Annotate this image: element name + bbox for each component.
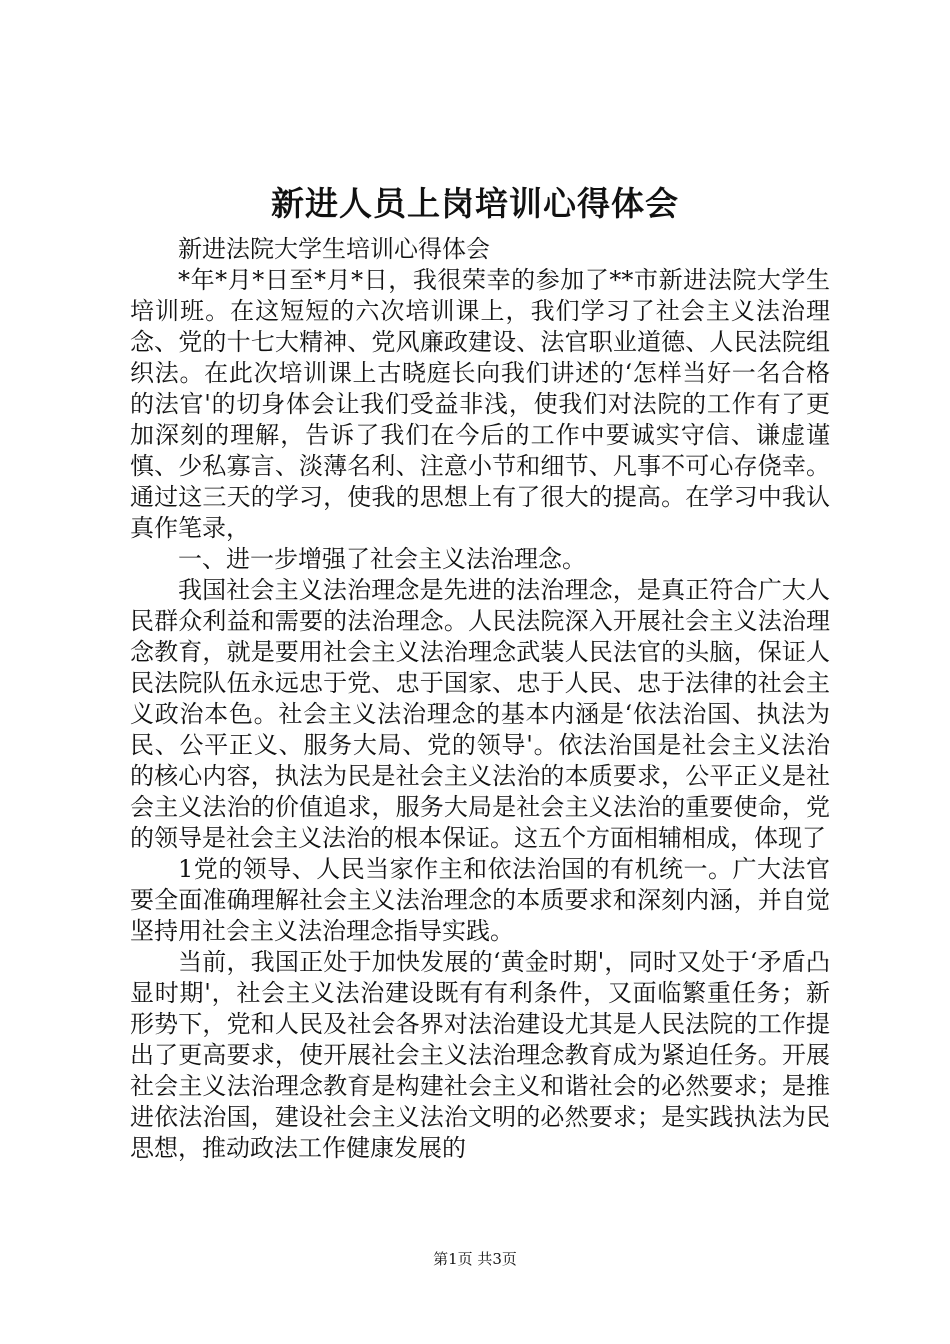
document-body <box>130 234 830 1164</box>
body-paragraph: 当前，我国正处于加快发展的‘黄金时期'，同时又处于‘矛盾凸显时期'，社会主义法治建设既有有利条件，又面临繁重任务；新形势下，党和人民及社会各界对法治建设尤其是人民法院的工作提出了更高要求，使开展社会主义法治理念教育成为紧迫任务。开展社会主义法治理念教育是构建社会主义和谐社会的必然要求；是推进依法治国，建设社会主义法治文明的必然要求；是实践执法为民思想，推动政法工作健康发展的 <box>130 948 830 1162</box>
page-indicator: 第1页 共3页 <box>433 1250 517 1268</box>
body-paragraph: 我国社会主义法治理念是先进的法治理念，是真正符合广大人民群众利益和需要的法治理念。人民法院深入开展社会主义法治理念教育，就是要用社会主义法治理念武装人民法官的头脑，保证人民法院队伍永远忠于党、忠于国家、忠于人民、忠于法律的社会主义政治本色。社会主义法治理念的基本内涵是‘依法治国、执法为民、公平正义、服务大局、党的领导'。依法治国是社会主义法治的核心内容，执法为民是社会主义法治的本质要求，公平正义是社会主义法治的价值追求，服务大局是社会主义法治的重要使命，党的领导是社会主义法治的根本保证。这五个方面相辅相成，体现了 <box>130 576 830 852</box>
section-heading-1: 一、进一步增强了社会主义法治理念。 <box>178 545 586 573</box>
page-footer <box>0 1249 950 1269</box>
body-paragraph: 1党的领导、人民当家作主和依法治国的有机统一。广大法官要全面准确理解社会主义法治理念的本质要求和深刻内涵，并自觉坚持用社会主义法治理念指导实践。 <box>130 855 830 945</box>
document-title: 新进人员上岗培训心得体会 <box>271 184 679 224</box>
intro-paragraph: *年*月*日至*月*日，我很荣幸的参加了**市新进法院大学生培训班。在这短短的六次培训课上，我们学习了社会主义法治理念、党的十七大精神、党风廉政建设、法官职业道德、人民法院组织法。在此次培训课上古晓庭长向我们讲述的‘怎样当好一名合格的法官'的切身体会让我们受益非浅，使我们对法院的工作有了更加深刻的理解，告诉了我们在今后的工作中要诚实守信、谦虚谨慎、少私寡言、淡薄名利、注意小节和细节、凡事不可心存侥幸。通过这三天的学习，使我的思想上有了很大的提高。在学习中我认真作笔录， <box>130 266 830 542</box>
subtitle-paragraph: 新进法院大学生培训心得体会 <box>178 235 490 263</box>
